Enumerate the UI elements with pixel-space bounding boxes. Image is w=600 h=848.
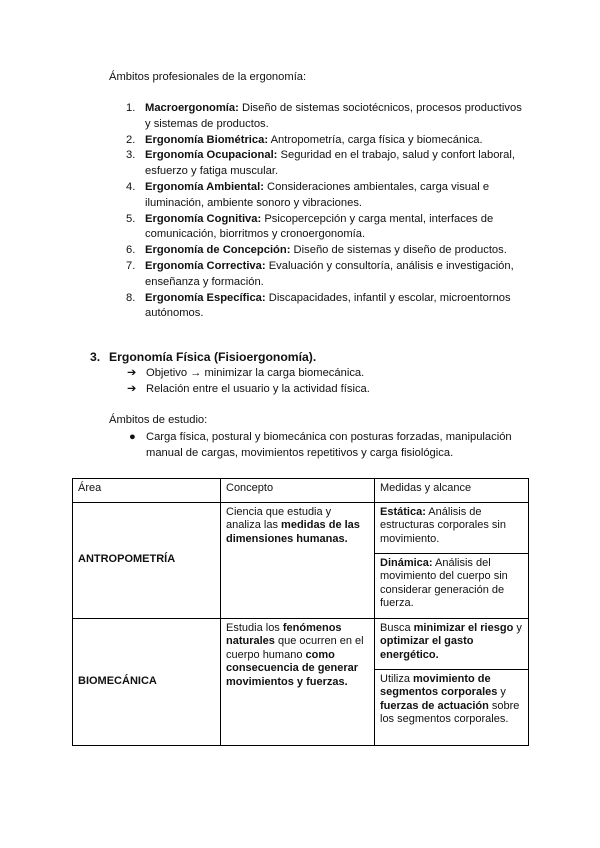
item-number: 3. [126, 149, 136, 162]
section-number: 3. [90, 350, 101, 364]
item-term: Ergonomía Específica: [145, 291, 266, 304]
measure-bold: movimiento de segmentos corporales [380, 673, 498, 699]
concept-cell [221, 503, 375, 619]
item-desc: Consideraciones ambientales, carga visual e iluminación, ambiente sonoro y vibraciones. [145, 180, 490, 209]
list-item [126, 133, 526, 149]
section-title: Ergonomía Física (Fisioergonomía). [109, 350, 317, 364]
measure-text: Busca [380, 622, 414, 634]
item-term: Ergonomía Ocupacional: [145, 149, 278, 162]
item-number: 2. [126, 133, 136, 146]
item-number: 5. [126, 212, 136, 225]
measure-text: Análisis del movimiento del cuerpo sin considerar generación de fuerza. [380, 557, 508, 610]
intro-text: Ámbitos profesionales de la ergonomía: [109, 71, 307, 83]
measure-cell [375, 503, 529, 554]
measure-text: sobre los segmentos corporales. [380, 699, 520, 726]
list-item [127, 382, 370, 398]
list-item [126, 180, 526, 212]
item-term: Ergonomía Biométrica: [145, 133, 269, 146]
concept-text: Estudia los [226, 622, 283, 634]
bullet-text: Carga física, postural y biomecánica con posturas forzadas, manipulación manual de cargas, movimientos repetitivos y carga fisiológica. [146, 431, 512, 459]
item-desc: Diseño de sistemas y diseño de productos. [290, 244, 507, 257]
measure-cell [375, 619, 529, 670]
ambitos-list [126, 101, 526, 322]
item-desc: Evaluación y consultoría, análisis e investigación, enseñanza y formación. [145, 259, 514, 288]
point-text: Objetivo → minimizar la carga biomecánica. [146, 367, 365, 379]
study-areas-table [72, 478, 529, 746]
header-area: Área [73, 479, 221, 503]
list-item [126, 243, 526, 259]
measure-term: Dinámica: [380, 557, 433, 569]
item-desc: Seguridad en el trabajo, salud y confort laboral, esfuerzo y fatiga muscular. [145, 149, 515, 178]
list-item [126, 148, 526, 180]
section-heading [90, 350, 316, 366]
item-desc: Discapacidades, infantil y escolar, microentornos autónomos. [145, 291, 511, 320]
item-number: 7. [126, 259, 136, 272]
header-concepto: Concepto [221, 479, 375, 503]
objective-list [127, 366, 370, 398]
item-number: 1. [126, 102, 136, 114]
item-desc: Psicopercepción y carga mental, interfaces de comunicación, biorritmos y cronoergonomía. [145, 212, 494, 241]
list-item [127, 366, 370, 382]
list-item [126, 259, 526, 291]
point-text: Relación entre el usuario y la actividad física. [146, 382, 370, 395]
estudio-list [127, 430, 527, 462]
concept-bold: como consecuencia de generar movimientos y fuerzas. [226, 648, 359, 688]
arrow-icon: ➔ [127, 382, 137, 395]
estudio-label: Ámbitos de estudio: [109, 414, 208, 426]
measure-text: y [513, 622, 522, 634]
list-item [127, 430, 527, 462]
list-item [126, 212, 526, 244]
measure-cell [375, 554, 529, 619]
concept-bold: fenómenos naturales [226, 622, 342, 648]
measure-term: Estática: [380, 506, 426, 518]
item-number: 4. [126, 180, 136, 193]
item-term: Ergonomía Correctiva: [145, 259, 266, 272]
measure-text: y [497, 686, 506, 699]
measure-text: Utiliza [380, 673, 414, 685]
item-number: 8. [126, 291, 136, 304]
area-cell-antropometria: ANTROPOMETRÍA [73, 503, 221, 619]
measure-bold: minimizar el riesgo [413, 622, 514, 634]
item-term: Ergonomía de Concepción: [145, 244, 291, 257]
list-item [126, 291, 526, 323]
item-term: Ergonomía Cognitiva: [145, 212, 262, 225]
item-term: Ergonomía Ambiental: [145, 180, 264, 193]
item-number: 6. [126, 244, 136, 257]
table-row [73, 619, 529, 670]
concept-text: que ocurren en el cuerpo humano [226, 635, 364, 661]
item-desc: Diseño de sistemas sociotécnicos, procesos productivos y sistemas de productos. [145, 102, 522, 130]
measure-text: Análisis de estructuras corporales sin movimiento. [380, 506, 506, 545]
measure-cell [375, 670, 529, 746]
area-cell-biomecanica: BIOMECÁNICA [73, 619, 221, 746]
list-item [126, 101, 526, 133]
concept-cell [221, 619, 375, 746]
arrow-icon: ➔ [127, 367, 137, 379]
table-header-row [73, 479, 529, 503]
concept-text: Ciencia que estudia y analiza las [226, 506, 332, 532]
measure-bold: optimizar el gasto energético. [380, 635, 474, 661]
header-medidas: Medidas y alcance [375, 479, 529, 503]
item-term: Macroergonomía: [145, 102, 239, 114]
measure-bold: fuerzas de actuación [380, 699, 489, 712]
table-row [73, 503, 529, 554]
item-desc: Antropometría, carga física y biomecánica. [268, 133, 483, 146]
bullet-icon: ● [129, 431, 136, 443]
concept-bold: medidas de las dimensiones humanas. [226, 519, 360, 545]
